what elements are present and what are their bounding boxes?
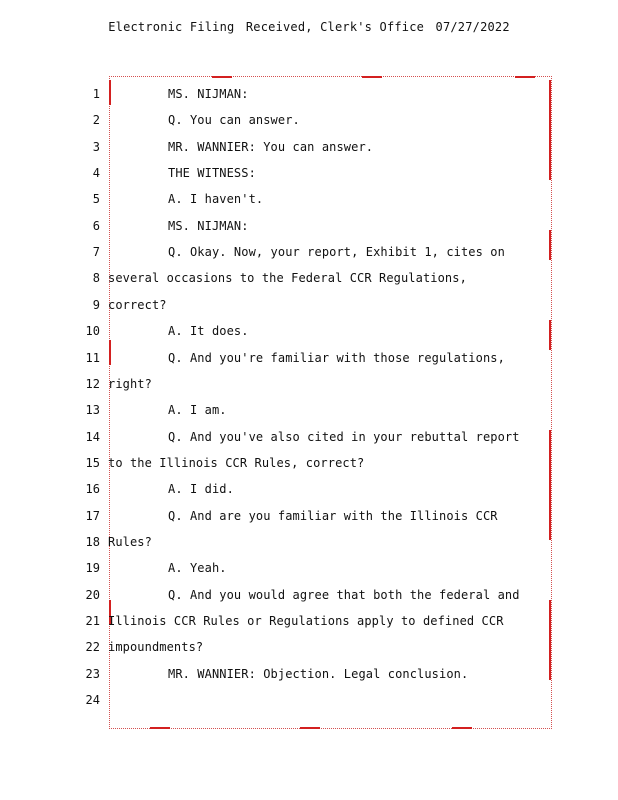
line-number: 11 (85, 350, 100, 365)
frame-mark (212, 76, 232, 78)
transcript-line: MR. WANNIER: Objection. Legal conclusion. (168, 666, 469, 681)
line-number: 3 (92, 139, 100, 154)
transcript-line: to the Illinois CCR Rules, correct? (108, 455, 365, 470)
transcript-line: several occasions to the Federal CCR Regulations, (108, 271, 467, 286)
transcript-line: impoundments? (108, 640, 204, 655)
transcript-line: Q. And you've also cited in your rebuttal report (168, 429, 520, 444)
frame-mark (549, 600, 551, 680)
filing-header (0, 20, 618, 34)
frame-mark (515, 76, 535, 78)
transcript-line: A. I did. (168, 482, 234, 497)
transcript-line: MS. NIJMAN: (168, 87, 249, 101)
frame-mark (362, 76, 382, 78)
transcript-line: THE WITNESS: (168, 166, 256, 181)
transcript-line: Illinois CCR Rules or Regulations apply to defined CCR (108, 614, 504, 628)
transcript-line: A. I am. (168, 403, 227, 418)
line-number: 5 (92, 192, 100, 207)
transcript-line: MR. WANNIER: You can answer. (168, 139, 374, 154)
line-number: 19 (85, 561, 100, 576)
line-number: 16 (85, 482, 100, 497)
line-number: 6 (92, 218, 100, 233)
transcript-line: Q. Okay. Now, your report, Exhibit 1, cites on (168, 245, 505, 260)
frame-mark (549, 80, 551, 180)
transcript-line: Q. And are you familiar with the Illinois CCR (168, 508, 498, 523)
header-filing: Electronic Filing (108, 20, 235, 34)
transcript-line: A. I haven't. (168, 192, 264, 207)
frame-mark (549, 430, 551, 540)
frame-mark (150, 727, 170, 729)
transcript-line: right? (108, 376, 152, 391)
line-number: 1 (92, 87, 100, 101)
frame-mark (549, 320, 551, 350)
line-number: 22 (85, 640, 100, 655)
line-number: 17 (85, 508, 100, 523)
transcript-line: MS. NIJMAN: (168, 218, 249, 233)
line-number: 4 (92, 166, 100, 181)
line-number: 18 (85, 534, 100, 549)
line-number: 2 (92, 113, 100, 128)
line-number: 20 (85, 587, 100, 602)
header-date: 07/27/2022 (435, 20, 510, 34)
line-number: 8 (92, 271, 100, 286)
line-number: 12 (85, 376, 100, 391)
transcript-line: correct? (108, 297, 167, 312)
transcript-line: Q. And you're familiar with those regulations, (168, 350, 505, 365)
frame-mark (549, 230, 551, 260)
line-number: 23 (85, 666, 100, 681)
line-number: 24 (85, 693, 100, 708)
frame-mark (300, 727, 320, 729)
line-number: 14 (85, 429, 100, 444)
frame-mark (109, 80, 111, 105)
line-number: 9 (92, 297, 100, 312)
frame-mark (109, 340, 111, 365)
line-number: 15 (85, 455, 100, 470)
header-received: Received, Clerk's Office (245, 20, 425, 34)
line-number: 21 (85, 614, 100, 628)
transcript-line: Rules? (108, 534, 152, 549)
frame-mark (452, 727, 472, 729)
transcript-line: Q. And you would agree that both the federal and (168, 587, 520, 602)
line-number: 10 (85, 324, 100, 339)
transcript-line: A. It does. (168, 324, 249, 339)
line-number: 7 (92, 245, 100, 260)
transcript-line: A. Yeah. (168, 561, 227, 576)
line-number: 13 (85, 403, 100, 418)
transcript-line: Q. You can answer. (168, 113, 300, 128)
